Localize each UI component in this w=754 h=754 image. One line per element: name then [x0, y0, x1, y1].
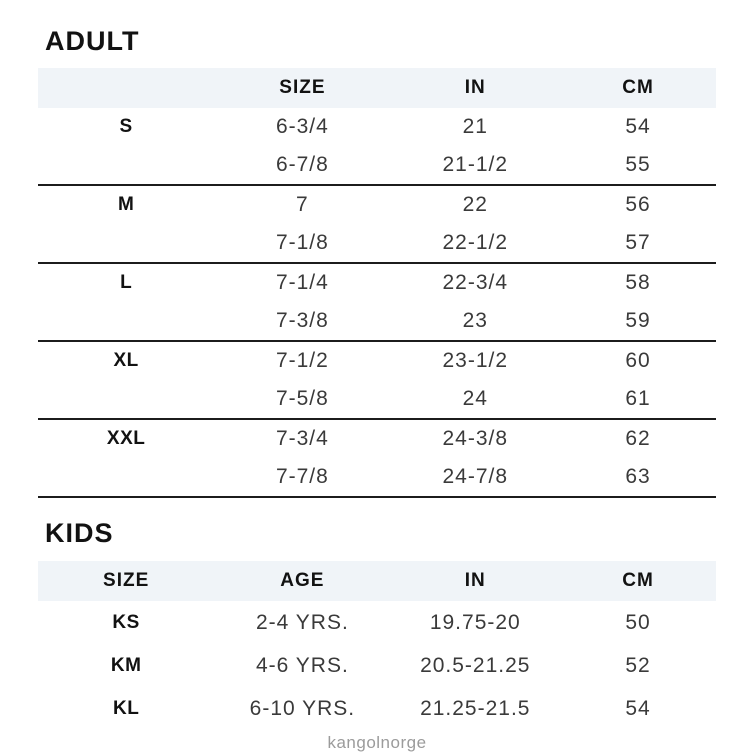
- size-value: 6-7/8: [275, 153, 329, 176]
- size-value: 7: [296, 193, 309, 216]
- in-value: 22-1/2: [442, 231, 509, 254]
- age-value: 6-10 YRS.: [249, 696, 356, 720]
- cm-value: 58: [625, 271, 651, 294]
- in-value: 23-1/2: [442, 349, 509, 372]
- table-row: [38, 264, 716, 302]
- adult-size-group-xxl: [38, 420, 716, 498]
- adult-size-group-m: [38, 186, 716, 264]
- size-value: 7-3/4: [275, 427, 329, 450]
- size-label: L: [120, 272, 133, 293]
- adult-size-table: [38, 68, 716, 498]
- in-value: 22-3/4: [442, 271, 509, 294]
- adult-section-title: ADULT: [45, 26, 140, 56]
- adult-size-group-s: [38, 108, 716, 186]
- cm-value: 59: [625, 309, 651, 332]
- size-value: 7-1/8: [275, 231, 329, 254]
- size-value: 7-7/8: [275, 465, 329, 488]
- adult-header-in: IN: [464, 77, 486, 98]
- cm-value: 63: [625, 465, 651, 488]
- size-label: KL: [112, 697, 140, 719]
- table-row: [38, 186, 716, 224]
- adult-table-header-row: [38, 68, 716, 108]
- cm-value: 57: [625, 231, 651, 254]
- kids-header-in: IN: [464, 570, 486, 591]
- age-value: 2-4 YRS.: [255, 610, 349, 634]
- in-value: 22: [462, 193, 488, 216]
- table-row: [38, 601, 716, 644]
- adult-header-size: SIZE: [279, 77, 326, 98]
- adult-size-group-xl: [38, 342, 716, 420]
- size-value: 7-5/8: [275, 387, 329, 410]
- cm-value: 60: [625, 349, 651, 372]
- kids-section-title: KIDS: [45, 518, 114, 548]
- size-value: 6-3/4: [275, 115, 329, 138]
- in-value: 21-1/2: [442, 153, 509, 176]
- table-row: [38, 644, 716, 687]
- in-value: 24: [462, 387, 488, 410]
- kids-table-header-row: [38, 561, 716, 601]
- adult-header-cm: CM: [622, 77, 654, 98]
- in-value: 21: [462, 115, 488, 138]
- cm-value: 55: [625, 153, 651, 176]
- size-label: KM: [110, 654, 142, 676]
- size-label: XXL: [106, 428, 146, 449]
- in-value: 24-3/8: [442, 427, 509, 450]
- table-row: [38, 146, 716, 184]
- kids-header-cm: CM: [622, 570, 654, 591]
- adult-size-group-l: [38, 264, 716, 342]
- cm-value: 54: [625, 115, 651, 138]
- table-row: [38, 380, 716, 418]
- table-row: [38, 342, 716, 380]
- cm-value: 50: [625, 610, 651, 634]
- size-guide-content: [38, 27, 716, 753]
- table-row: [38, 458, 716, 496]
- table-row: [38, 420, 716, 458]
- in-value: 20.5-21.25: [420, 653, 531, 677]
- in-value: 21.25-21.5: [420, 696, 531, 720]
- size-label: S: [119, 116, 133, 137]
- in-value: 19.75-20: [429, 610, 521, 634]
- kids-header-size: SIZE: [103, 570, 150, 591]
- size-label: KS: [112, 611, 140, 633]
- kids-size-table: [38, 561, 716, 730]
- size-label: M: [117, 194, 135, 215]
- size-value: 7-1/4: [275, 271, 329, 294]
- size-value: 7-1/2: [275, 349, 329, 372]
- size-value: 7-3/8: [275, 309, 329, 332]
- table-row: [38, 687, 716, 730]
- cm-value: 56: [625, 193, 651, 216]
- cm-value: 54: [625, 696, 651, 720]
- table-row: [38, 224, 716, 262]
- cm-value: 62: [625, 427, 651, 450]
- in-value: 24-7/8: [442, 465, 509, 488]
- table-row: [38, 108, 716, 146]
- in-value: 23: [462, 309, 488, 332]
- cm-value: 52: [625, 653, 651, 677]
- table-row: [38, 302, 716, 340]
- cm-value: 61: [625, 387, 651, 410]
- size-label: XL: [113, 350, 139, 371]
- kids-header-age: AGE: [280, 570, 325, 591]
- brand-watermark: kangolnorge: [327, 733, 427, 752]
- age-value: 4-6 YRS.: [255, 653, 349, 677]
